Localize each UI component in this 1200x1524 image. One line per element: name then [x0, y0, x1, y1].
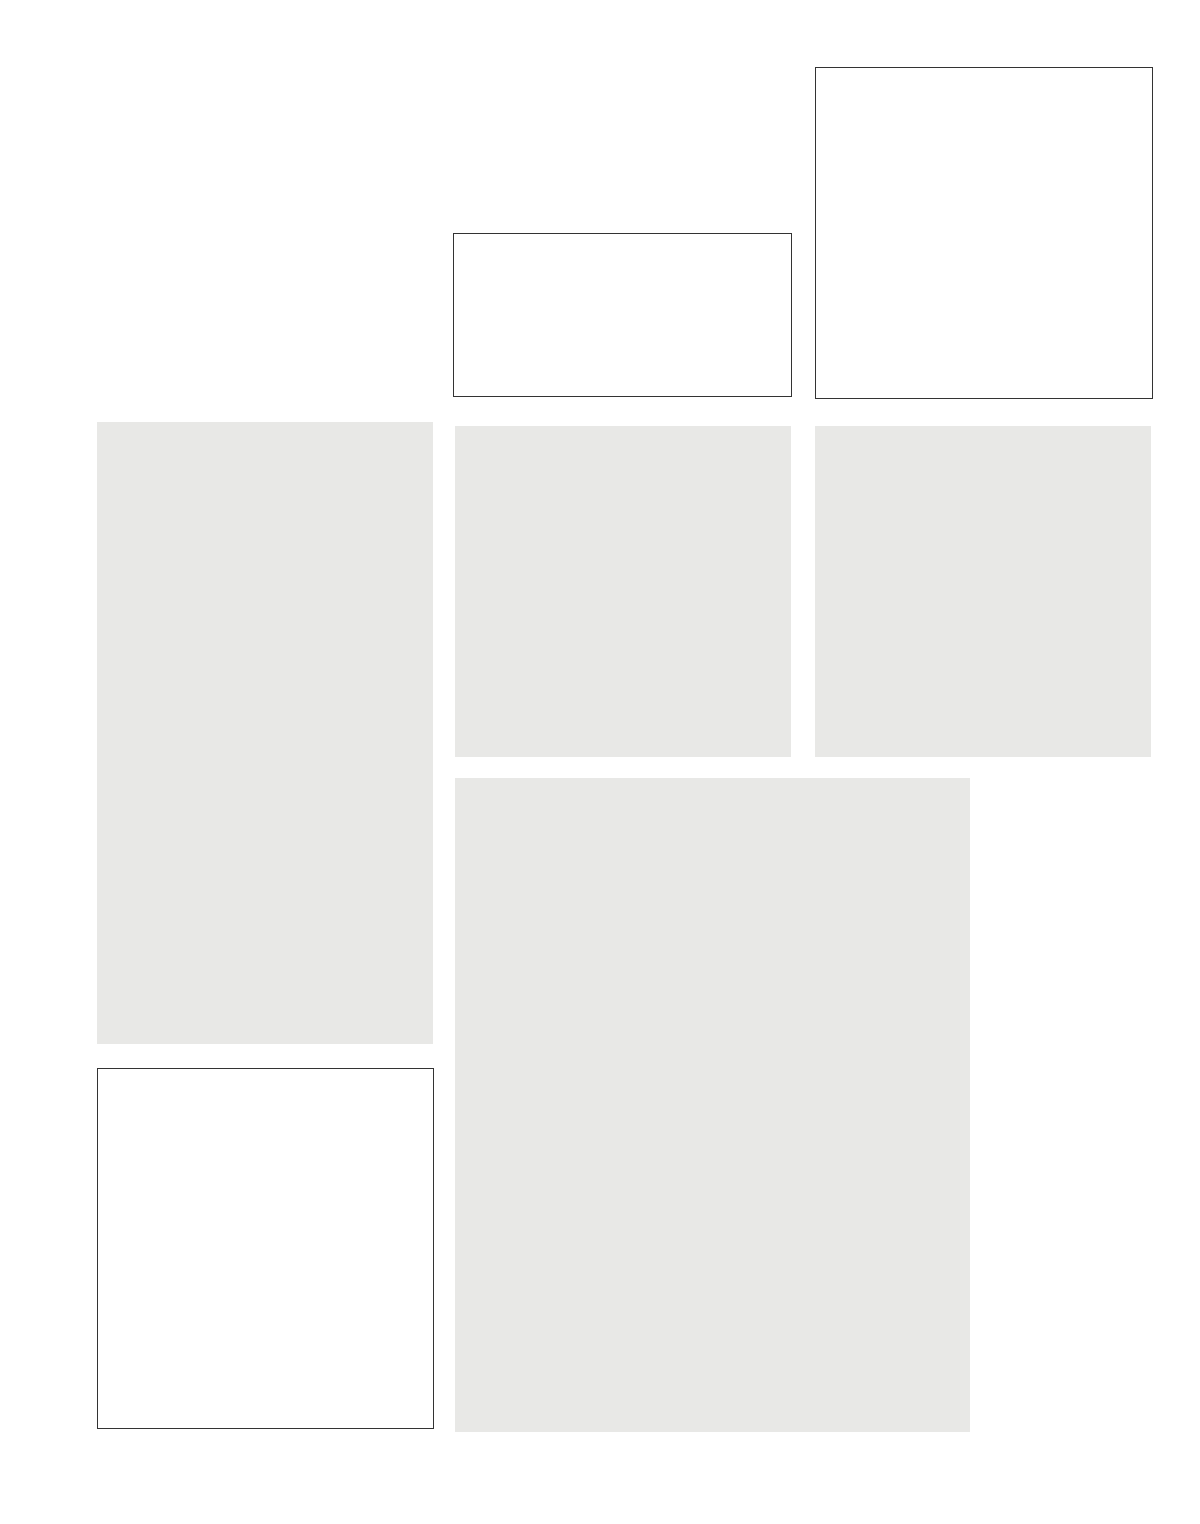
figure-2-crest	[97, 1068, 434, 1429]
snail-plot	[455, 778, 970, 1432]
symplexity-plot	[815, 426, 1151, 757]
figure-7-the-snail	[455, 778, 970, 1432]
figure-3-three-peaks	[453, 233, 792, 397]
krystallos-plot	[455, 426, 791, 757]
three-peaks-plot	[454, 234, 792, 397]
crest-plot	[98, 1069, 434, 1429]
captions-top	[449, 67, 794, 84]
captions-left	[97, 273, 425, 290]
figure-1-hummingbird	[97, 422, 433, 1044]
figure-6-symplexity	[815, 426, 1151, 757]
hummingbird-plot	[97, 422, 433, 1044]
figure-5-the-bat	[815, 67, 1153, 399]
bat-plot	[816, 68, 1153, 399]
captions-right	[993, 777, 1153, 794]
figure-4-krystallos	[455, 426, 791, 757]
